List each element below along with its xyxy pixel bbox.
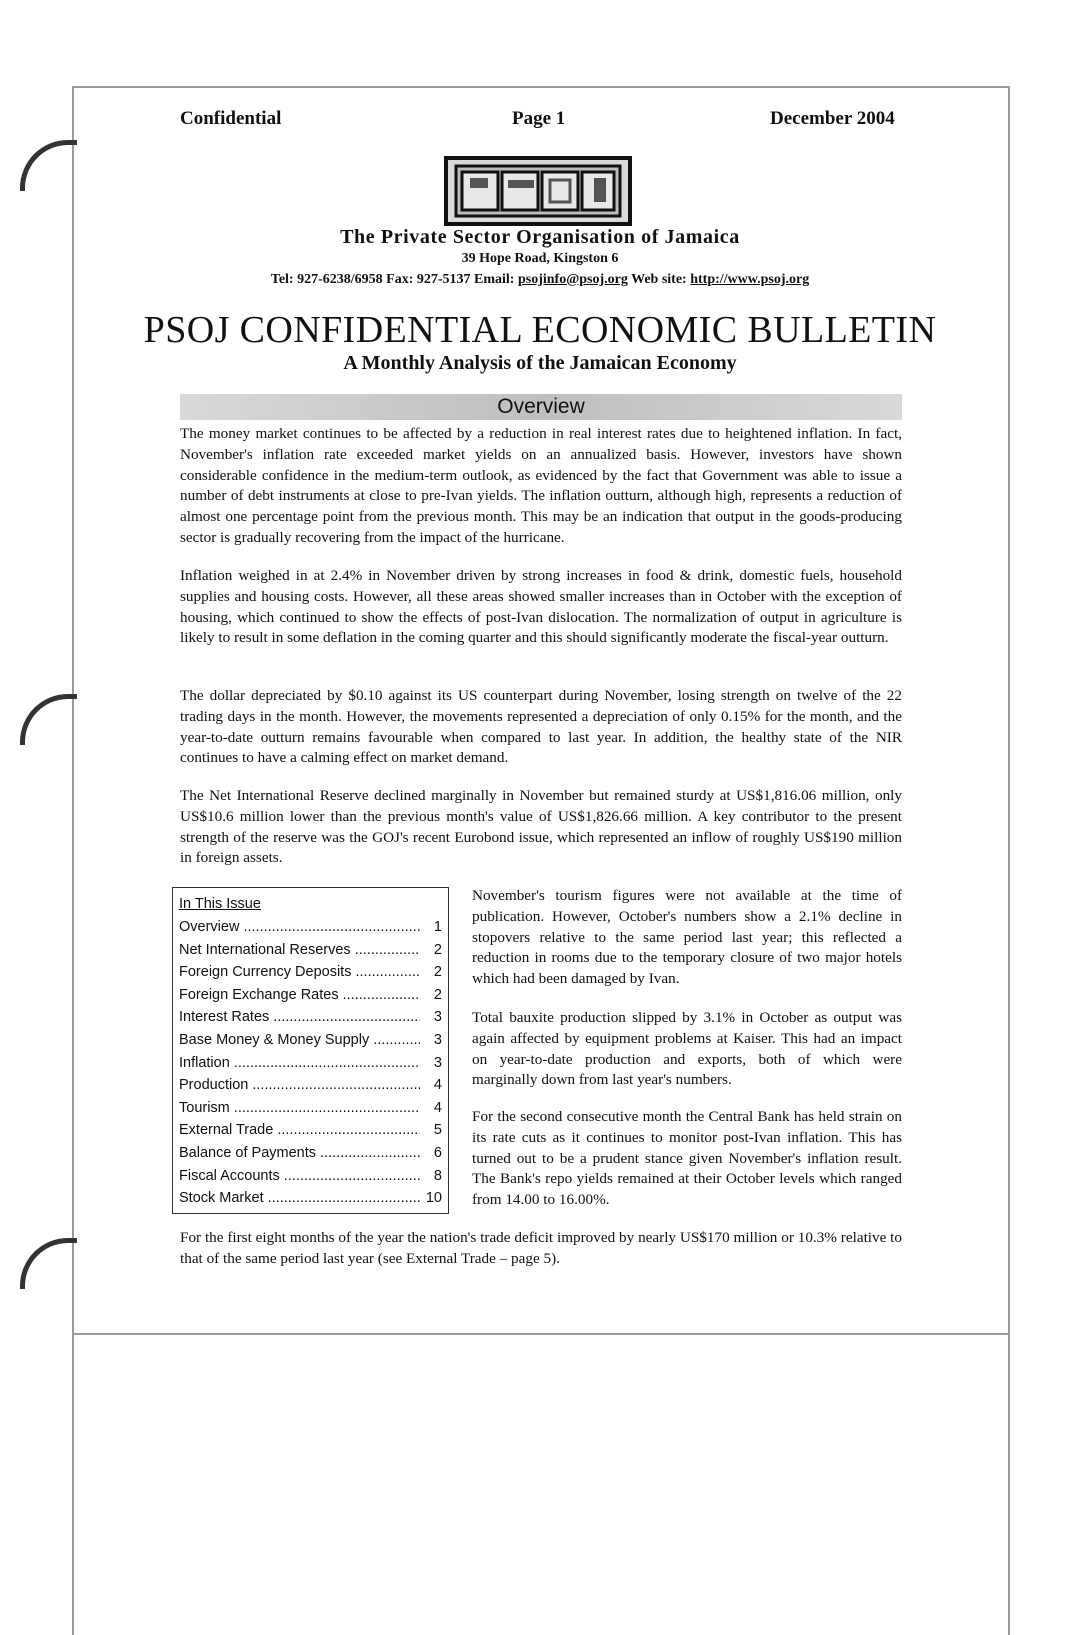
toc-item-label: Foreign Currency Deposits .....	[179, 961, 420, 984]
psoj-logo	[444, 156, 632, 226]
website-link[interactable]: http://www.psoj.org	[690, 272, 810, 287]
web-label: Web site:	[631, 272, 687, 287]
org-name: The Private Sector Organisation of Jamaica	[340, 226, 740, 248]
toc-item-page: 2	[433, 986, 442, 1003]
paragraph-nir: The Net International Reserve declined marginally in November but remained sturdy at US$1,816.06 million, only US$10.6 million lower than the previous month's value of US$1,826.66 million. A key contributor to the present strength of the reserve was the GOJ's recent Eurobond issue, which represented an inflow of roughly US$190 million in foreign assets.	[180, 787, 902, 867]
in-this-issue-box	[172, 887, 449, 1214]
toc-item-label: Interest Rates .....	[179, 1006, 420, 1029]
toc-item-page: 3	[433, 1054, 442, 1071]
toc-item-page: 1	[433, 919, 442, 935]
toc-item[interactable]	[179, 1165, 442, 1188]
psoj-logo-mark	[448, 160, 628, 222]
toc-item-label: Base Money & Money Supply .....	[179, 1029, 420, 1052]
bulletin-title: PSOJ CONFIDENTIAL ECONOMIC BULLETIN	[143, 309, 937, 351]
toc-item-page: 4	[433, 1077, 442, 1094]
toc-item-label: Net International Reserves .....	[179, 939, 420, 962]
toc-item[interactable]	[179, 916, 442, 939]
toc-item[interactable]	[179, 1097, 442, 1120]
toc-item-page: 8	[433, 1167, 442, 1184]
paragraph-dollar: The dollar depreciated by $0.10 against its US counterpart during November, losing strength on twelve of the 22 trading days in the month. However, the movements represented a depreciation of only 0.15% for the month, and the year-to-date outturn remains favourable when compared to last year. In addition, the healthy state of the NIR continues to have a calming effect on market demand.	[180, 687, 902, 767]
toc-item-page: 5	[433, 1122, 442, 1139]
toc-item-page: 3	[433, 1031, 442, 1048]
toc-item[interactable]	[179, 1187, 442, 1210]
toc-item[interactable]	[179, 939, 442, 962]
header-date: December 2004	[770, 108, 895, 129]
paragraph-bauxite: Total bauxite production slipped by 3.1% in October as output was again affected by equipment problems at Kaiser. This had an impact on year-to-date production and exports, both of which were marginally down from last year's numbers.	[472, 1009, 902, 1089]
toc-item[interactable]	[179, 984, 442, 1007]
toc-item-label: Production .....	[179, 1074, 420, 1097]
paragraph-overview-1: The money market continues to be affected by a reduction in real interest rates due to heightened inflation. In fact, November's inflation rate exceeded market yields on an annualized basis. However, investors have shown considerable confidence in the medium-term outlook, as evidenced by the fact that Government was able to issue a number of debt instruments at close to pre-Ivan yields. The inflation outturn, although high, represents a reduction of almost one percentage point from the previous month. This may be an indication that output in the goods-producing sector is gradually recovering from the impact of the hurricane.	[180, 425, 902, 546]
bulletin-subtitle: A Monthly Analysis of the Jamaican Economy	[343, 352, 737, 374]
header-confidential: Confidential	[180, 108, 282, 129]
page-border-bottom	[72, 1333, 1008, 1335]
tel-fax: Tel: 927-6238/6958 Fax: 927-5137	[270, 272, 471, 287]
header-page-number: Page 1	[512, 108, 566, 129]
toc-item-page: 3	[433, 1009, 442, 1026]
paragraph-trade-deficit: For the first eight months of the year the nation's trade deficit improved by nearly US$170 million or 10.3% relative to that of the same period last year (see External Trade – page 5).	[180, 1229, 902, 1267]
toc-item[interactable]	[179, 1142, 442, 1165]
org-address: 39 Hope Road, Kingston 6	[461, 251, 619, 266]
toc-item-label: Stock Market .....	[179, 1187, 420, 1210]
toc-item-label: Inflation .....	[179, 1052, 420, 1075]
toc-item-label: External Trade .....	[179, 1119, 420, 1142]
toc-title: In This Issue	[179, 896, 261, 912]
punch-hole-middle	[20, 694, 77, 745]
toc-item[interactable]	[179, 1029, 442, 1052]
paragraph-tourism: November's tourism figures were not available at the time of publication. However, October's numbers show a 2.1% decline in stopovers relative to the same period last year; this reflected a reduction in rooms due to the temporary closure of two major hotels which had been damaged by Ivan.	[472, 887, 902, 988]
email-label: Email:	[474, 272, 515, 287]
toc-item[interactable]	[179, 1006, 442, 1029]
toc-item-label: Foreign Exchange Rates .....	[179, 984, 420, 1007]
toc-item-page: 2	[433, 964, 442, 981]
toc-item-label: Fiscal Accounts .....	[179, 1165, 420, 1188]
toc-item-page: 4	[433, 1099, 442, 1116]
punch-hole-top	[20, 140, 77, 191]
toc-item-label: Tourism .....	[179, 1097, 420, 1120]
toc-item[interactable]	[179, 1074, 442, 1097]
toc-item[interactable]	[179, 1119, 442, 1142]
toc-item-label: Balance of Payments .....	[179, 1142, 420, 1165]
toc-item[interactable]	[179, 1052, 442, 1075]
overview-heading: Overview	[180, 394, 902, 420]
toc-item-page: 2	[433, 941, 442, 958]
paragraph-inflation: Inflation weighed in at 2.4% in November driven by strong increases in food & drink, domestic fuels, household supplies and housing costs. However, all these areas showed smaller increases than in October with the exception of housing, which continued to show the effects of post-Ivan dislocation. The normalization of output in agriculture is likely to result in some deflation in the coming quarter and this should significantly moderate the fiscal-year outturn.	[180, 567, 902, 647]
toc-item-label: Overview .....	[179, 916, 420, 939]
paragraph-central-bank: For the second consecutive month the Central Bank has held strain on its rate cuts as it continues to monitor post-Ivan inflation. This has turned out to be a prudent stance given November's inflation result. The Bank's repo yields remained at their October levels which ranged from 14.00 to 16.00%.	[472, 1108, 902, 1209]
org-contact	[72, 272, 1008, 288]
toc-item-page: 6	[433, 1144, 442, 1161]
toc-item[interactable]	[179, 961, 442, 984]
toc-item-page: 10	[425, 1190, 442, 1207]
punch-hole-bottom	[20, 1238, 77, 1289]
email-link[interactable]: psojinfo@psoj.org	[517, 272, 628, 287]
